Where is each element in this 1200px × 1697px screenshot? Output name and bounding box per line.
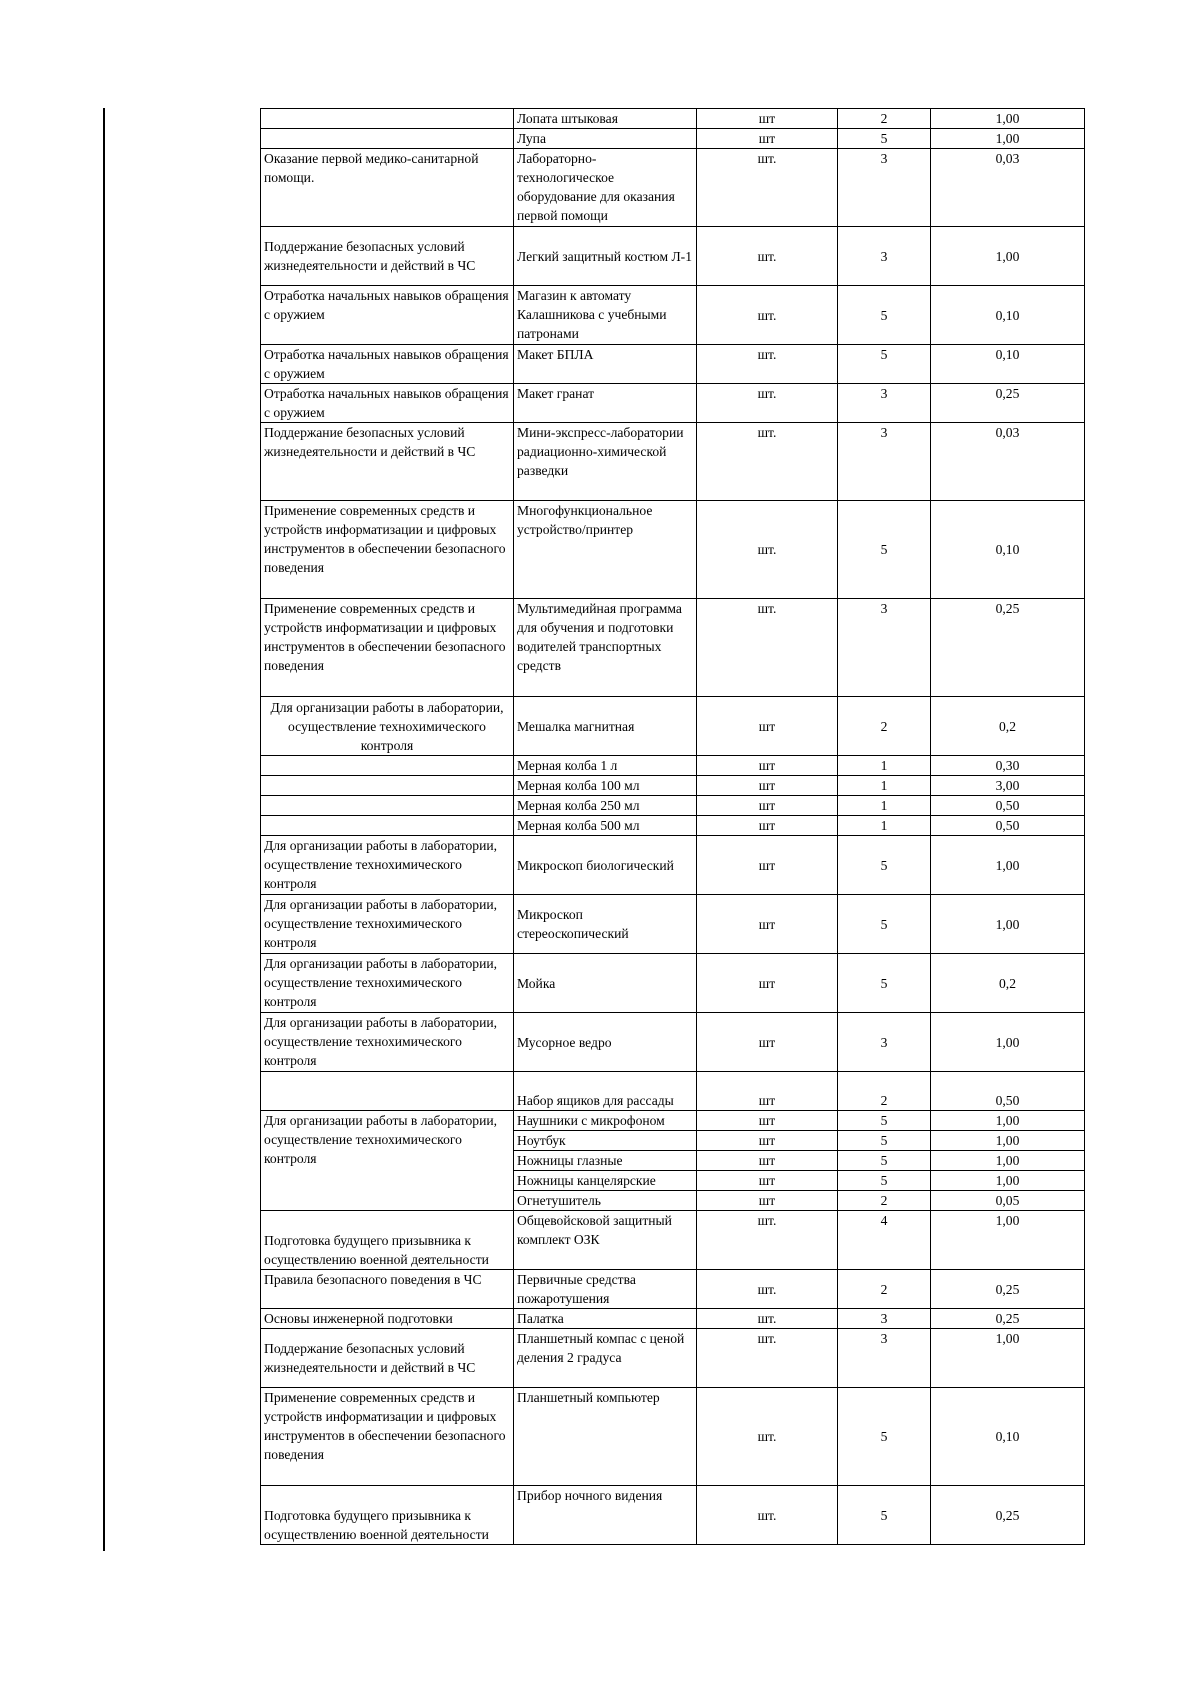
equipment-table xyxy=(260,108,1085,1545)
unit-cell: шт xyxy=(697,756,838,776)
purpose-cell: Поддержание безопасных условий жизнедеятельности и действий в ЧС xyxy=(261,423,514,501)
qty-cell: 3 xyxy=(838,599,931,697)
unit-cell: шт. xyxy=(697,384,838,423)
coef-cell: 1,00 xyxy=(931,109,1085,129)
table-row xyxy=(261,129,1085,149)
purpose-cell: Поддержание безопасных условий жизнедеятельности и действий в ЧС xyxy=(261,227,514,286)
coef-cell: 0,03 xyxy=(931,149,1085,227)
purpose-cell: Отработка начальных навыков обращения с оружием xyxy=(261,384,514,423)
purpose-cell: Для организации работы в лаборатории, осуществление технохимического контроля xyxy=(261,895,514,954)
unit-cell: шт xyxy=(697,836,838,895)
unit-cell: шт. xyxy=(697,286,838,345)
item-cell: Микроскоп биологический xyxy=(514,836,697,895)
item-cell: Мерная колба 500 мл xyxy=(514,816,697,836)
coef-cell: 0,10 xyxy=(931,345,1085,384)
coef-cell: 0,10 xyxy=(931,286,1085,345)
coef-cell: 0,25 xyxy=(931,384,1085,423)
qty-cell: 5 xyxy=(838,501,931,599)
unit-cell: шт xyxy=(697,1131,838,1151)
coef-cell: 1,00 xyxy=(931,1013,1085,1072)
purpose-cell xyxy=(261,756,514,776)
purpose-cell xyxy=(261,109,514,129)
unit-cell: шт xyxy=(697,796,838,816)
item-cell: Общевойсковой защитный комплект ОЗК xyxy=(514,1211,697,1270)
purpose-cell xyxy=(261,1072,514,1111)
coef-cell: 1,00 xyxy=(931,1151,1085,1171)
item-cell: Ножницы глазные xyxy=(514,1151,697,1171)
purpose-cell: Поддержание безопасных условий жизнедеятельности и действий в ЧС xyxy=(261,1329,514,1388)
coef-cell: 0,30 xyxy=(931,756,1085,776)
table-row xyxy=(261,1486,1085,1545)
item-cell: Мешалка магнитная xyxy=(514,697,697,756)
qty-cell: 3 xyxy=(838,227,931,286)
unit-cell: шт xyxy=(697,129,838,149)
qty-cell: 5 xyxy=(838,1151,931,1171)
item-cell: Лупа xyxy=(514,129,697,149)
qty-cell: 2 xyxy=(838,1270,931,1309)
table-row xyxy=(261,895,1085,954)
unit-cell: шт xyxy=(697,776,838,796)
table-row xyxy=(261,227,1085,286)
item-cell: Ноутбук xyxy=(514,1131,697,1151)
purpose-cell: Применение современных средств и устройств информатизации и цифровых инструментов в обеспечении безопасного поведения xyxy=(261,1388,514,1486)
table-row xyxy=(261,756,1085,776)
coef-cell: 1,00 xyxy=(931,1171,1085,1191)
unit-cell: шт. xyxy=(697,1309,838,1329)
table-row xyxy=(261,1111,1085,1131)
qty-cell: 5 xyxy=(838,1486,931,1545)
qty-cell: 5 xyxy=(838,954,931,1013)
qty-cell: 2 xyxy=(838,109,931,129)
unit-cell: шт. xyxy=(697,227,838,286)
purpose-cell: Подготовка будущего призывника к осуществлению военной деятельности xyxy=(261,1486,514,1545)
unit-cell: шт. xyxy=(697,1388,838,1486)
unit-cell: шт xyxy=(697,1111,838,1131)
qty-cell: 4 xyxy=(838,1211,931,1270)
item-cell: Мини-экспресс-лаборатории радиационно-химической разведки xyxy=(514,423,697,501)
table-row xyxy=(261,1388,1085,1486)
table-row xyxy=(261,1072,1085,1111)
purpose-cell: Для организации работы в лаборатории, осуществление технохимического контроля xyxy=(261,836,514,895)
item-cell: Огнетушитель xyxy=(514,1191,697,1211)
qty-cell: 1 xyxy=(838,796,931,816)
qty-cell: 5 xyxy=(838,895,931,954)
unit-cell: шт. xyxy=(697,149,838,227)
table-row xyxy=(261,1329,1085,1388)
item-cell: Макет гранат xyxy=(514,384,697,423)
qty-cell: 1 xyxy=(838,756,931,776)
unit-cell: шт. xyxy=(697,1329,838,1388)
table-row xyxy=(261,836,1085,895)
coef-cell: 1,00 xyxy=(931,129,1085,149)
table-row xyxy=(261,1270,1085,1309)
table-row xyxy=(261,697,1085,756)
coef-cell: 0,25 xyxy=(931,599,1085,697)
item-cell: Палатка xyxy=(514,1309,697,1329)
purpose-cell xyxy=(261,776,514,796)
unit-cell: шт xyxy=(697,1013,838,1072)
qty-cell: 1 xyxy=(838,816,931,836)
item-cell: Лопата штыковая xyxy=(514,109,697,129)
table-row xyxy=(261,796,1085,816)
table-row xyxy=(261,816,1085,836)
purpose-cell xyxy=(261,796,514,816)
purpose-cell: Применение современных средств и устройств информатизации и цифровых инструментов в обеспечении безопасного поведения xyxy=(261,501,514,599)
coef-cell: 0,25 xyxy=(931,1309,1085,1329)
purpose-cell xyxy=(261,129,514,149)
unit-cell: шт xyxy=(697,895,838,954)
coef-cell: 1,00 xyxy=(931,227,1085,286)
coef-cell: 1,00 xyxy=(931,836,1085,895)
item-cell: Прибор ночного видения xyxy=(514,1486,697,1545)
qty-cell: 5 xyxy=(838,1131,931,1151)
item-cell: Легкий защитный костюм Л-1 xyxy=(514,227,697,286)
unit-cell: шт xyxy=(697,816,838,836)
purpose-cell: Применение современных средств и устройств информатизации и цифровых инструментов в обеспечении безопасного поведения xyxy=(261,599,514,697)
purpose-cell: Отработка начальных навыков обращения с оружием xyxy=(261,286,514,345)
coef-cell: 1,00 xyxy=(931,1131,1085,1151)
coef-cell: 0,10 xyxy=(931,1388,1085,1486)
item-cell: Мультимедийная программа для обучения и подготовки водителей транспортных средств xyxy=(514,599,697,697)
qty-cell: 2 xyxy=(838,697,931,756)
unit-cell: шт. xyxy=(697,345,838,384)
table-row xyxy=(261,1013,1085,1072)
qty-cell: 3 xyxy=(838,1013,931,1072)
qty-cell: 3 xyxy=(838,1329,931,1388)
coef-cell: 0,2 xyxy=(931,954,1085,1013)
coef-cell: 0,50 xyxy=(931,1072,1085,1111)
qty-cell: 5 xyxy=(838,836,931,895)
coef-cell: 0,10 xyxy=(931,501,1085,599)
unit-cell: шт. xyxy=(697,599,838,697)
coef-cell: 0,50 xyxy=(931,816,1085,836)
purpose-cell: Для организации работы в лаборатории, осуществление технохимического контроля xyxy=(261,1111,514,1211)
item-cell: Мойка xyxy=(514,954,697,1013)
unit-cell: шт xyxy=(697,954,838,1013)
purpose-cell: Для организации работы в лаборатории, осуществление технохимического контроля xyxy=(261,1013,514,1072)
table-row xyxy=(261,954,1085,1013)
table-row xyxy=(261,384,1085,423)
coef-cell: 0,2 xyxy=(931,697,1085,756)
table-row xyxy=(261,109,1085,129)
table-row xyxy=(261,776,1085,796)
qty-cell: 1 xyxy=(838,776,931,796)
table-row xyxy=(261,1211,1085,1270)
unit-cell: шт xyxy=(697,1072,838,1111)
purpose-cell: Оказание первой медико-санитарной помощи. xyxy=(261,149,514,227)
table-row xyxy=(261,345,1085,384)
unit-cell: шт. xyxy=(697,423,838,501)
purpose-cell: Отработка начальных навыков обращения с оружием xyxy=(261,345,514,384)
qty-cell: 2 xyxy=(838,1072,931,1111)
qty-cell: 5 xyxy=(838,1388,931,1486)
purpose-cell xyxy=(261,816,514,836)
table-row xyxy=(261,149,1085,227)
item-cell: Мерная колба 100 мл xyxy=(514,776,697,796)
item-cell: Лабораторно-технологическое оборудование для оказания первой помощи xyxy=(514,149,697,227)
item-cell: Планшетный компас с ценой деления 2 градуса xyxy=(514,1329,697,1388)
item-cell: Мерная колба 1 л xyxy=(514,756,697,776)
coef-cell: 1,00 xyxy=(931,1111,1085,1131)
purpose-cell: Правила безопасного поведения в ЧС xyxy=(261,1270,514,1309)
unit-cell: шт xyxy=(697,109,838,129)
left-margin-line xyxy=(103,108,105,1551)
item-cell: Мусорное ведро xyxy=(514,1013,697,1072)
coef-cell: 1,00 xyxy=(931,1329,1085,1388)
table-row xyxy=(261,423,1085,501)
coef-cell: 0,25 xyxy=(931,1486,1085,1545)
unit-cell: шт xyxy=(697,697,838,756)
purpose-cell: Для организации работы в лаборатории, осуществление технохимического контроля xyxy=(261,697,514,756)
purpose-cell: Для организации работы в лаборатории, осуществление технохимического контроля xyxy=(261,954,514,1013)
item-cell: Набор ящиков для рассады xyxy=(514,1072,697,1111)
item-cell: Первичные средства пожаротушения xyxy=(514,1270,697,1309)
table-row xyxy=(261,286,1085,345)
unit-cell: шт. xyxy=(697,1270,838,1309)
qty-cell: 5 xyxy=(838,286,931,345)
qty-cell: 3 xyxy=(838,1309,931,1329)
item-cell: Наушники с микрофоном xyxy=(514,1111,697,1131)
unit-cell: шт. xyxy=(697,1211,838,1270)
table-row xyxy=(261,599,1085,697)
table-row xyxy=(261,501,1085,599)
qty-cell: 2 xyxy=(838,1191,931,1211)
unit-cell: шт xyxy=(697,1191,838,1211)
qty-cell: 3 xyxy=(838,423,931,501)
coef-cell: 0,50 xyxy=(931,796,1085,816)
qty-cell: 5 xyxy=(838,129,931,149)
item-cell: Магазин к автомату Калашникова с учебными патронами xyxy=(514,286,697,345)
qty-cell: 5 xyxy=(838,1111,931,1131)
qty-cell: 5 xyxy=(838,1171,931,1191)
coef-cell: 1,00 xyxy=(931,895,1085,954)
item-cell: Макет БПЛА xyxy=(514,345,697,384)
unit-cell: шт xyxy=(697,1171,838,1191)
coef-cell: 0,05 xyxy=(931,1191,1085,1211)
qty-cell: 5 xyxy=(838,345,931,384)
qty-cell: 3 xyxy=(838,384,931,423)
coef-cell: 0,03 xyxy=(931,423,1085,501)
purpose-cell: Подготовка будущего призывника к осуществлению военной деятельности xyxy=(261,1211,514,1270)
item-cell: Мерная колба 250 мл xyxy=(514,796,697,816)
unit-cell: шт xyxy=(697,1151,838,1171)
coef-cell: 3,00 xyxy=(931,776,1085,796)
item-cell: Многофункциональное устройство/принтер xyxy=(514,501,697,599)
table-row xyxy=(261,1309,1085,1329)
coef-cell: 0,25 xyxy=(931,1270,1085,1309)
item-cell: Планшетный компьютер xyxy=(514,1388,697,1486)
unit-cell: шт. xyxy=(697,1486,838,1545)
item-cell: Ножницы канцелярские xyxy=(514,1171,697,1191)
coef-cell: 1,00 xyxy=(931,1211,1085,1270)
unit-cell: шт. xyxy=(697,501,838,599)
qty-cell: 3 xyxy=(838,149,931,227)
item-cell: Микроскоп стереоскопический xyxy=(514,895,697,954)
purpose-cell: Основы инженерной подготовки xyxy=(261,1309,514,1329)
